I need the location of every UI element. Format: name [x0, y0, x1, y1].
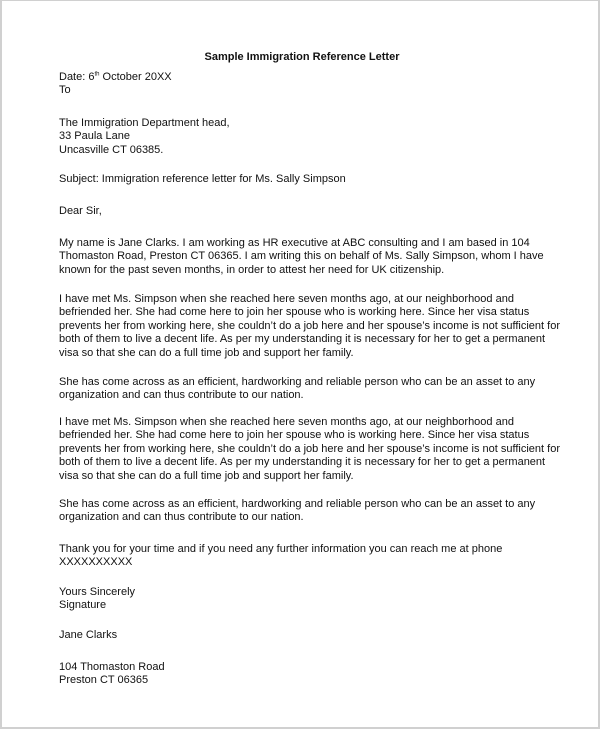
paragraph — [59, 293, 559, 360]
paragraph-line: My name is Jane Clarks. I am working as HR executive at ABC consulting and I am based in 104 — [59, 237, 530, 249]
recipient-line: 33 Paula Lane — [59, 130, 130, 143]
recipient-line: Uncasville CT 06385. — [59, 143, 164, 156]
paragraph-line: prevents her from working here, she couldn’t do a job here and her spouse’s income is not sufficient for — [59, 319, 560, 332]
sender-address-line: Preston CT 06365 — [59, 674, 149, 687]
paragraph-line: organization and can thus contribute to our nation. — [59, 389, 304, 402]
paragraph — [59, 498, 559, 525]
paragraph-line: both of them to live a decent life. As per my understanding it is necessary for her to get a permanent — [59, 333, 546, 346]
sender-name-text: Jane Clarks — [59, 629, 118, 641]
closing-line: Yours Sincerely — [59, 586, 136, 598]
paragraph-line: organization and can thus contribute to our nation. — [59, 511, 304, 524]
subject-text: Subject: Immigration reference letter for Ms. Sally Simpson — [59, 173, 346, 185]
letter-title: Sample Immigration Reference Letter — [204, 51, 400, 63]
paragraph-line: She has come across as an efficient, hardworking and reliable person who can be an asset to any — [59, 376, 536, 388]
paragraph-line: She has come across as an efficient, hardworking and reliable person who can be an asset to any — [59, 498, 536, 510]
salutation — [59, 205, 559, 218]
date-prefix: Date: 6 — [59, 71, 95, 83]
closing — [59, 586, 559, 613]
salutation-text: Dear Sir, — [59, 205, 102, 217]
sender-name — [59, 629, 559, 642]
paragraph-line: prevents her from working here, she couldn’t do a job here and her spouse’s income is not sufficient for — [59, 442, 560, 455]
paragraph — [59, 376, 559, 403]
subject-line — [59, 173, 559, 186]
paragraph-line: known for the past seven months, in order to attest her need for UK citizenship. — [59, 263, 445, 276]
paragraph — [59, 237, 559, 277]
paragraph-line: Thomaston Road, Preston CT 06365. I am writing this on behalf of Ms. Sally Simpson, whom I have — [59, 250, 544, 263]
paragraph-line: I have met Ms. Simpson when she reached here seven months ago, at our neighborhood and — [59, 416, 514, 428]
sender-address-line: 104 Thomaston Road — [59, 661, 165, 673]
paragraph-line: befriended her. She had come here to join her spouse who is working here. Since her visa status — [59, 429, 530, 442]
sender-address — [59, 661, 559, 688]
recipient-address — [59, 117, 559, 157]
to-label: To — [59, 84, 71, 97]
date-rest: October 20XX — [99, 71, 172, 83]
paragraph — [59, 543, 559, 570]
paragraph-line: visa so that she can do a full time job and support her family. — [59, 469, 354, 482]
phone-placeholder: XXXXXXXXXX — [59, 556, 133, 569]
date-block — [59, 71, 559, 98]
paragraph-line: visa so that she can do a full time job and support her family. — [59, 346, 354, 359]
paragraph-line: both of them to live a decent life. As per my understanding it is necessary for her to get a permanent — [59, 456, 546, 469]
recipient-line: The Immigration Department head, — [59, 117, 230, 129]
signature-label: Signature — [59, 599, 107, 612]
paragraph — [59, 416, 559, 483]
paragraph-line: Thank you for your time and if you need any further information you can reach me at phone — [59, 543, 503, 555]
paragraph-line: befriended her. She had come here to join her spouse who is working here. Since her visa status — [59, 306, 530, 319]
paragraph-line: I have met Ms. Simpson when she reached here seven months ago, at our neighborhood and — [59, 293, 514, 305]
date-line — [59, 71, 559, 84]
date-ordinal: th — [94, 71, 100, 78]
